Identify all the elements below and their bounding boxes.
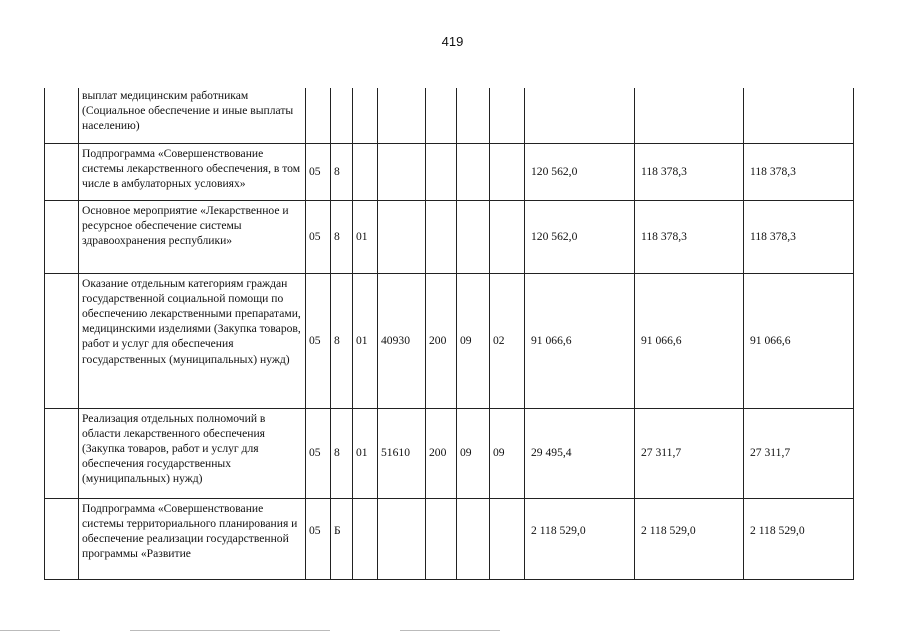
code-cell [426,200,457,273]
budget-table [44,88,854,580]
amount-2020: 91 066,6 [635,273,744,408]
code-cell: 01 [353,408,378,498]
row-name: выплат медицинским работникам (Социальное обеспечение и иные выплаты населению) [79,88,306,143]
code-cell: 51610 [378,408,426,498]
page-number: 419 [441,34,464,49]
amount-2019: 91 066,6 [525,273,635,408]
code-cell: 09 [457,408,490,498]
code-cell [457,88,490,143]
amount-2021: 118 378,3 [744,200,854,273]
code-cell [457,498,490,579]
code-cell: 09 [457,273,490,408]
table-row [45,143,854,200]
code-cell: 8 [331,200,353,273]
table-row [45,273,854,408]
amount-2021: 91 066,6 [744,273,854,408]
code-cell [426,88,457,143]
amount-2019: 29 495,4 [525,408,635,498]
code-cell: Б [331,498,353,579]
amount-2019: 120 562,0 [525,200,635,273]
table-row [45,498,854,579]
code-cell [306,88,331,143]
table-row [45,408,854,498]
code-cell [457,200,490,273]
code-cell [378,498,426,579]
amount-2020: 118 378,3 [635,200,744,273]
code-cell: 8 [331,143,353,200]
blank-cell [45,200,79,273]
amount-2020: 2 118 529,0 [635,498,744,579]
code-cell: 05 [306,498,331,579]
row-name: Подпрограмма «Совершенствование системы территориального планирования и обеспечение реализации государственной программы «Развитие [79,498,306,579]
code-cell: 200 [426,273,457,408]
row-name: Подпрограмма «Совершенствование системы лекарственного обеспечения, в том числе в амбулаторных условиях» [79,143,306,200]
code-cell [378,143,426,200]
code-cell [353,88,378,143]
code-cell [490,200,525,273]
blank-cell [45,498,79,579]
amount-2020: 27 311,7 [635,408,744,498]
amount-2021: 27 311,7 [744,408,854,498]
code-cell: 02 [490,273,525,408]
code-cell: 05 [306,273,331,408]
code-cell: 05 [306,143,331,200]
code-cell: 05 [306,200,331,273]
blank-cell [45,88,79,143]
code-cell: 8 [331,273,353,408]
table-row [45,88,854,143]
code-cell: 40930 [378,273,426,408]
scan-artifact-lines [0,630,905,634]
code-cell: 200 [426,408,457,498]
code-cell [353,498,378,579]
code-cell [490,498,525,579]
code-cell: 01 [353,200,378,273]
code-cell [490,143,525,200]
table-row [45,200,854,273]
code-cell [378,88,426,143]
row-name: Основное мероприятие «Лекарственное и ресурсное обеспечение системы здравоохранения республики» [79,200,306,273]
blank-cell [45,143,79,200]
code-cell [426,498,457,579]
code-cell [353,143,378,200]
amount-2021 [744,88,854,143]
amount-2019 [525,88,635,143]
code-cell [426,143,457,200]
row-name: Реализация отдельных полномочий в области лекарственного обеспечения (Закупка товаров, работ и услуг для обеспечения государственных (муниципальных) нужд) [79,408,306,498]
amount-2019: 120 562,0 [525,143,635,200]
amount-2020: 118 378,3 [635,143,744,200]
code-cell [378,200,426,273]
amount-2021: 2 118 529,0 [744,498,854,579]
amount-2020 [635,88,744,143]
blank-cell [45,408,79,498]
code-cell: 8 [331,408,353,498]
amount-2021: 118 378,3 [744,143,854,200]
code-cell: 01 [353,273,378,408]
code-cell: 05 [306,408,331,498]
code-cell [490,88,525,143]
blank-cell [45,273,79,408]
code-cell [457,143,490,200]
code-cell [331,88,353,143]
code-cell: 09 [490,408,525,498]
amount-2019: 2 118 529,0 [525,498,635,579]
row-name: Оказание отдельным категориям граждан государственной социальной помощи по обеспечению лекарственными препаратами, медицинскими изделиями (Закупка товаров, работ и услуг для обеспечения государственных (муниципальных) нужд) [79,273,306,408]
